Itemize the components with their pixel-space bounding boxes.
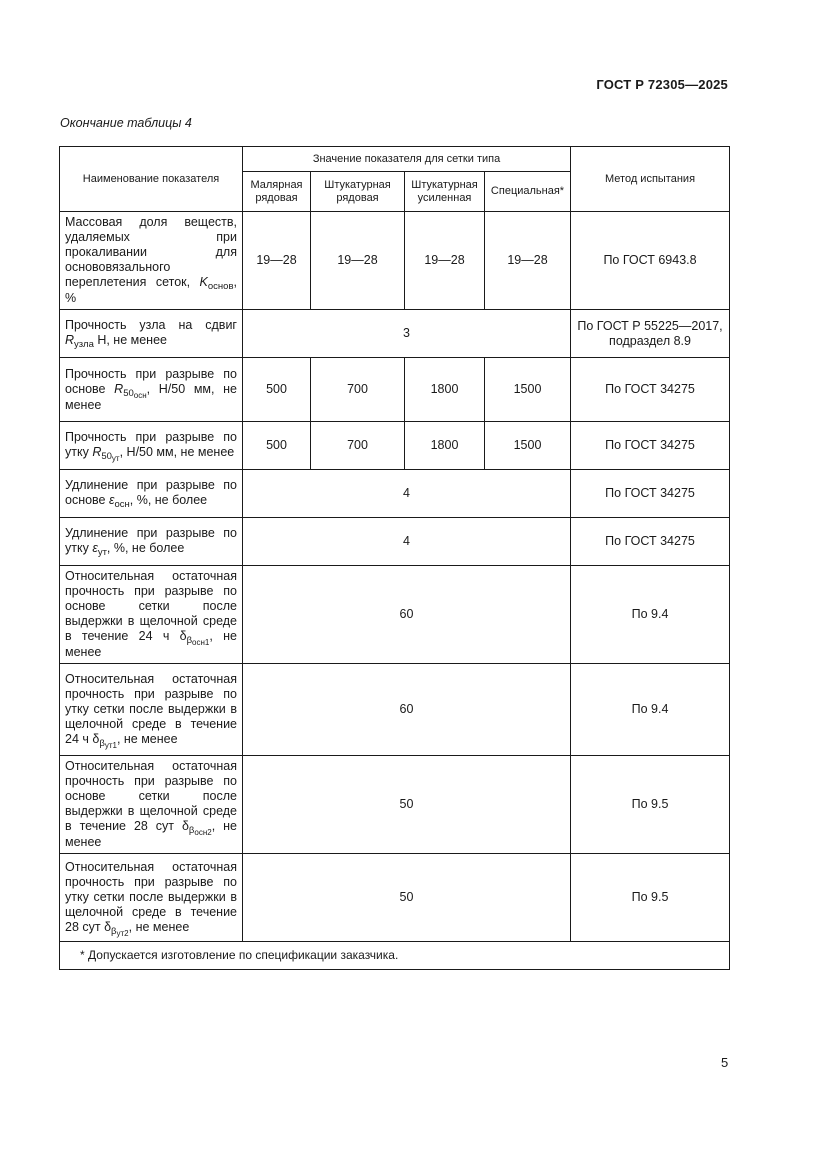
table-row (60, 518, 730, 566)
test-method: По ГОСТ 34275 (571, 518, 730, 566)
value-cell: 1500 (485, 358, 571, 422)
test-method: По ГОСТ 34275 (571, 358, 730, 422)
value-cell: 19—28 (311, 212, 405, 310)
value-cell: 3 (243, 310, 571, 358)
value-cell: 700 (311, 422, 405, 470)
test-method: По ГОСТ Р 55225—2017, подраздел 8.9 (571, 310, 730, 358)
value-cell: 1800 (405, 358, 485, 422)
header-type: Специальная* (485, 172, 571, 212)
indicator-name: Относительная остаточная прочность при разрыве по утку сетки после выдержки в щелочной среде в течение 24 ч $\delta_{\beta ут1}$, не менее (60, 664, 243, 756)
indicator-name: Относительная остаточная прочность при разрыве по основе сетки после выдержки в щелочной среде в течение 24 ч $\delta_{\beta осн1}$, не менее (60, 566, 243, 664)
test-method: По 9.5 (571, 854, 730, 942)
footnote-row (60, 942, 730, 970)
value-cell: 1800 (405, 422, 485, 470)
value-cell: 4 (243, 518, 571, 566)
test-method: По 9.4 (571, 664, 730, 756)
value-cell: 50 (243, 756, 571, 854)
value-cell: 700 (311, 358, 405, 422)
value-cell: 19—28 (485, 212, 571, 310)
header-value-group: Значение показателя для сетки типа (243, 147, 571, 172)
indicator-name: Прочность при разрыве по основе $R_{50осн}$, Н/50 мм, не менее (60, 358, 243, 422)
indicator-name: Удлинение при разрыве по утку $\varepsilon_{ут}$, %, не более (60, 518, 243, 566)
document-code: ГОСТ Р 72305—2025 (596, 77, 728, 92)
table-row (60, 310, 730, 358)
test-method: По 9.4 (571, 566, 730, 664)
table-row (60, 566, 730, 664)
table-caption: Окончание таблицы 4 (60, 116, 192, 130)
table-row (60, 664, 730, 756)
value-cell: 50 (243, 854, 571, 942)
table-row (60, 358, 730, 422)
page-number: 5 (721, 1055, 729, 1070)
value-cell: 4 (243, 470, 571, 518)
indicator-name: Удлинение при разрыве по основе $\varepsilon_{осн}$, %, не более (60, 470, 243, 518)
specification-table (59, 146, 730, 970)
test-method: По 9.5 (571, 756, 730, 854)
table-row (60, 756, 730, 854)
header-type: Штукатурная рядовая (311, 172, 405, 212)
header-type: Малярная рядовая (243, 172, 311, 212)
test-method: По ГОСТ 6943.8 (571, 212, 730, 310)
indicator-name: Прочность при разрыве по утку $R_{50ут}$, Н/50 мм, не менее (60, 422, 243, 470)
table-row (60, 470, 730, 518)
value-cell: 60 (243, 566, 571, 664)
header-test-method: Метод испытания (571, 147, 730, 212)
table-row (60, 854, 730, 942)
value-cell: 500 (243, 358, 311, 422)
value-cell: 1500 (485, 422, 571, 470)
indicator-name: Прочность узла на сдвиг $R_{узла}$ Н, не менее (60, 310, 243, 358)
indicator-name: Массовая доля веществ, удаляемых при прокаливании для основовязального переплетения сеток, $K_{основ}$, % (60, 212, 243, 310)
value-cell: 19—28 (405, 212, 485, 310)
value-cell: 19—28 (243, 212, 311, 310)
value-cell: 60 (243, 664, 571, 756)
table-footnote: * Допускается изготовление по спецификации заказчика. (60, 942, 730, 970)
indicator-name: Относительная остаточная прочность при разрыве по утку сетки после выдержки в щелочной среде в течение 28 сут $\delta_{\beta ут2}$, не менее (60, 854, 243, 942)
test-method: По ГОСТ 34275 (571, 422, 730, 470)
test-method: По ГОСТ 34275 (571, 470, 730, 518)
table-row (60, 212, 730, 310)
header-type: Штукатурная усиленная (405, 172, 485, 212)
table-row (60, 422, 730, 470)
value-cell: 500 (243, 422, 311, 470)
header-indicator-name: Наименование показателя (60, 147, 243, 212)
indicator-name: Относительная остаточная прочность при разрыве по основе сетки после выдержки в щелочной среде в течение 28 сут $\delta_{\beta осн2}$, не менее (60, 756, 243, 854)
